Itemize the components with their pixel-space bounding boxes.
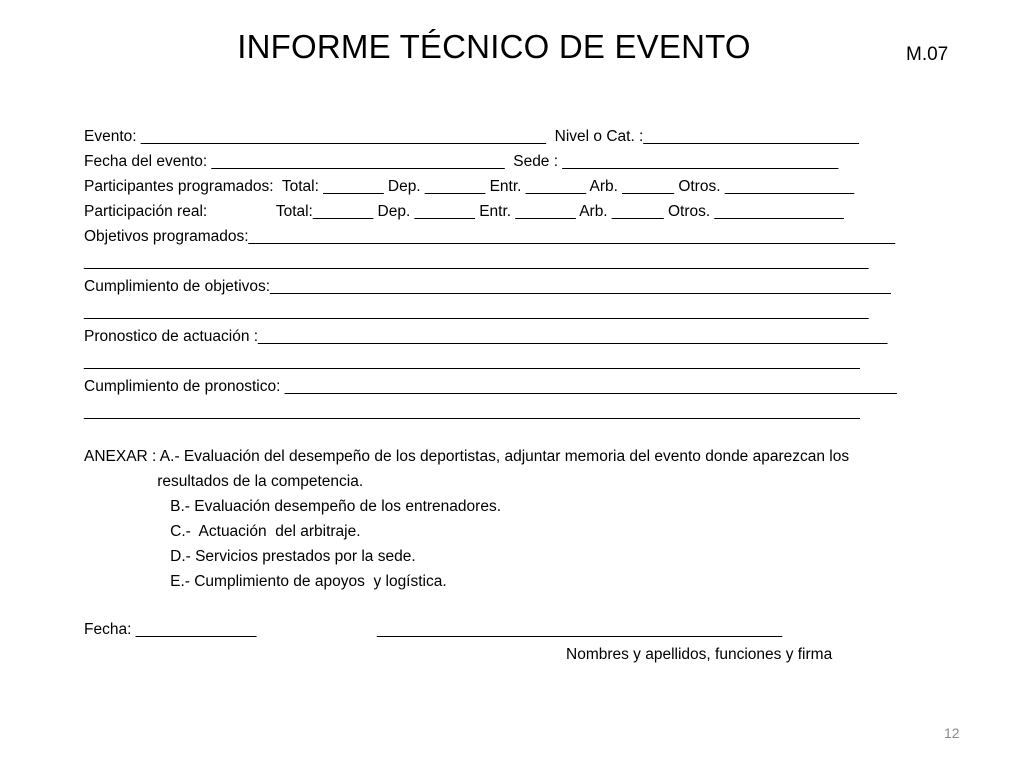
- blank-line: __________________________________________________________________________________________: [84, 403, 860, 420]
- blank-line: ___________________________________________________________________________________________: [84, 303, 869, 320]
- annex-item-e: E.- Cumplimiento de apoyos y logística.: [84, 573, 447, 590]
- date-and-signature-line: Fecha: ______________ _______________________________________________: [84, 621, 783, 638]
- event-field-line: Evento: _______________________________________________ Nivel o Cat. :_________________________: [84, 128, 859, 145]
- document-title: INFORME TÉCNICO DE EVENTO: [237, 28, 751, 65]
- annex-intro-continued: resultados de la competencia.: [84, 473, 364, 490]
- objectives-fulfillment-line: Cumplimiento de objetivos:________________________________________________________________________: [84, 278, 891, 295]
- page-number: 12: [944, 725, 960, 741]
- annex-item-b: B.- Evaluación desempeño de los entrenadores.: [84, 498, 502, 515]
- actual-participation-line: Participación real: Total:_______ Dep. _______ Entr. _______ Arb. ______ Otros. _______________: [84, 203, 844, 220]
- blank-line: ___________________________________________________________________________________________: [84, 253, 869, 270]
- blank-line: __________________________________________________________________________________________: [84, 353, 860, 370]
- annex-intro: ANEXAR : A.- Evaluación del desempeño de los deportistas, adjuntar memoria del evento donde aparezcan los: [84, 448, 850, 465]
- forecast-fulfillment-line: Cumplimiento de pronostico: _______________________________________________________________________: [84, 378, 897, 395]
- planned-objectives-line: Objetivos programados:___________________________________________________________________________: [84, 228, 896, 245]
- performance-forecast-line: Pronostico de actuación :_________________________________________________________________________: [84, 328, 888, 345]
- annex-item-d: D.- Servicios prestados por la sede.: [84, 548, 416, 565]
- annex-item-c: C.- Actuación del arbitraje.: [84, 523, 361, 540]
- signature-caption: Nombres y apellidos, funciones y firma: [566, 646, 833, 663]
- planned-participants-line: Participantes programados: Total: _______ Dep. _______ Entr. _______ Arb. ______ Otros. _______________: [84, 178, 855, 195]
- form-code: M.07: [906, 44, 949, 65]
- event-date-field-line: Fecha del evento: __________________________________ Sede : ________________________________: [84, 153, 839, 170]
